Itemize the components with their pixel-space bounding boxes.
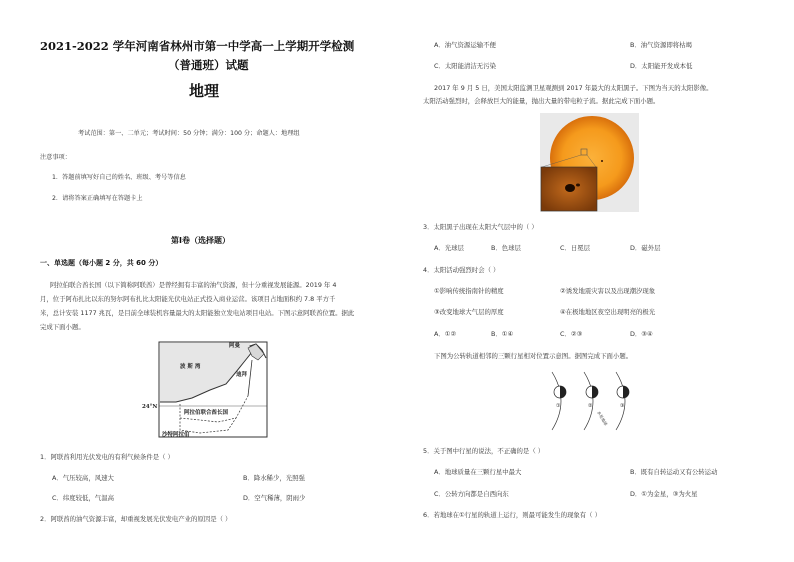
q5-stem: 5．关于图中行星的说法，不正确的是（ ）	[423, 447, 545, 455]
q1-option-d: D．空气稀薄，阴雨少	[243, 494, 306, 502]
map-label-lat: 24°N	[142, 404, 158, 410]
notice-item-1: 1．答题前填写好自己的姓名、班级、考号等信息	[52, 174, 186, 181]
q2-option-c: C．太阳能清洁无污染	[434, 62, 496, 70]
exam-title-line2: （普通班）试题	[168, 58, 249, 72]
q3-option-a: A．光球层	[434, 244, 464, 252]
q5-option-c: C．公转方向都是自西向东	[434, 490, 509, 498]
q2-option-b: B．油气资源即将枯竭	[630, 41, 692, 49]
q4-item-4: ④在极地地区夜空出现明亮的极光	[560, 308, 656, 316]
orbit-label-3: ③	[620, 403, 625, 409]
orbit-intro: 下图为公转轨道相邻的三颗行星相对位置示意图。据图完成下面小题。	[434, 352, 633, 360]
q2-option-d: D．太阳能开发成本低	[630, 62, 693, 70]
notice-title: 注意事项：	[40, 154, 71, 161]
map-label-uae: 阿拉伯联合酋长国	[184, 410, 229, 416]
q6-stem: 6．若地球在①行星的轨道上运行，则最可能发生的现象有（ ）	[423, 511, 601, 519]
q1-stem: 1．阿联酋利用光伏发电的有利气候条件是（ ）	[40, 453, 174, 461]
subject-title: 地理	[189, 82, 220, 100]
q4-item-3: ③改变地球大气层的厚度	[434, 308, 504, 316]
q4-option-d: D．③④	[630, 330, 653, 338]
intro-line-4: 完成下面小题。	[40, 323, 85, 331]
section-title: 第Ⅰ卷（选择题）	[171, 236, 230, 245]
uae-location-map	[140, 338, 270, 442]
q4-item-1: ①影响传统指南针的精度	[434, 287, 504, 295]
q5-option-a: A．地球质量在三颗行星中最大	[434, 468, 522, 476]
q4-stem: 4．太阳活动强烈时会（ ）	[423, 266, 500, 274]
map-label-oman: 阿曼	[229, 343, 241, 349]
q5-option-d: D．①为金星，③为火星	[630, 490, 698, 498]
notice-item-2: 2．请将答案正确填写在答题卡上	[52, 195, 143, 202]
q1-option-c: C．纬度较低，气温高	[52, 494, 114, 502]
orbit-label-mid: 水星地球	[596, 410, 609, 427]
map-label-saudi: 沙特阿拉伯	[162, 432, 190, 438]
intro-line-3: 米，总计安装 1177 兆瓦，是目前全球装机容量最大的太阳能独立发电站项目电站。下图示意阿联酋位置。据此	[40, 309, 355, 317]
q1-option-a: A．气压较高，风速大	[52, 474, 114, 482]
part-title: 一、单选题（每小题 2 分，共 60 分）	[40, 259, 163, 267]
q4-option-b: B．①④	[491, 330, 514, 338]
q2-option-a: A．油气资源运输不便	[434, 41, 496, 49]
exam-title-line1: 2021-2022 学年河南省林州市第一中学高一上学期开学检测	[40, 39, 355, 53]
sun-intro-line-2: 太阳活动强烈时，会释放巨大的能量，抛出大量的带电粒子流。据此完成下面小题。	[423, 97, 660, 105]
q4-item-2: ②诱发地震灾害以及出现潮汐现象	[560, 287, 656, 295]
map-label-dubai: 迪拜	[236, 372, 248, 378]
q1-option-b: B．降水稀少，光照强	[243, 474, 305, 482]
q2-stem: 2．阿联酋的油气资源丰富，却重视发展光伏发电产业的原因是（ ）	[40, 515, 232, 523]
sun-intro-line-1: 2017 年 9 月 5 日，美国太阳监测卫星观测到 2017 年最大的太阳黑子。下图为当天的太阳影像。	[434, 84, 713, 92]
orbit-label-2: ②	[588, 403, 593, 409]
q5-option-b: B．既有自转运动又有公转运动	[630, 468, 718, 476]
orbit-label-1: ①	[556, 403, 561, 409]
intro-line-2: 月，位于阿布扎比以东的努尔阿布扎比太阳能光伏电站正式投入商业运营。该项目占地面积约 7.8 平方千	[40, 295, 336, 303]
q4-option-c: C．②③	[560, 330, 583, 338]
q4-option-a: A．①②	[434, 330, 457, 338]
map-label-gulf: 波 斯 湾	[180, 364, 201, 370]
q3-option-d: D．磁外层	[630, 244, 661, 252]
exam-info: 考试范围：第一、二单元；考试时间：50 分钟；满分：100 分；命题人：地理组	[78, 130, 300, 137]
q3-option-c: C．日冕层	[560, 244, 591, 252]
q3-option-b: B．色球层	[491, 244, 521, 252]
intro-line-1: 阿拉伯联合酋长国（以下简称阿联酋）是曾经拥有丰富的油气资源，但十分重视发展能源。2019 年 4	[50, 281, 337, 289]
q3-stem: 3．太阳黑子出现在太阳大气层中的（ ）	[423, 223, 538, 231]
planet-orbit-diagram	[540, 370, 635, 432]
sun-image	[540, 113, 639, 212]
